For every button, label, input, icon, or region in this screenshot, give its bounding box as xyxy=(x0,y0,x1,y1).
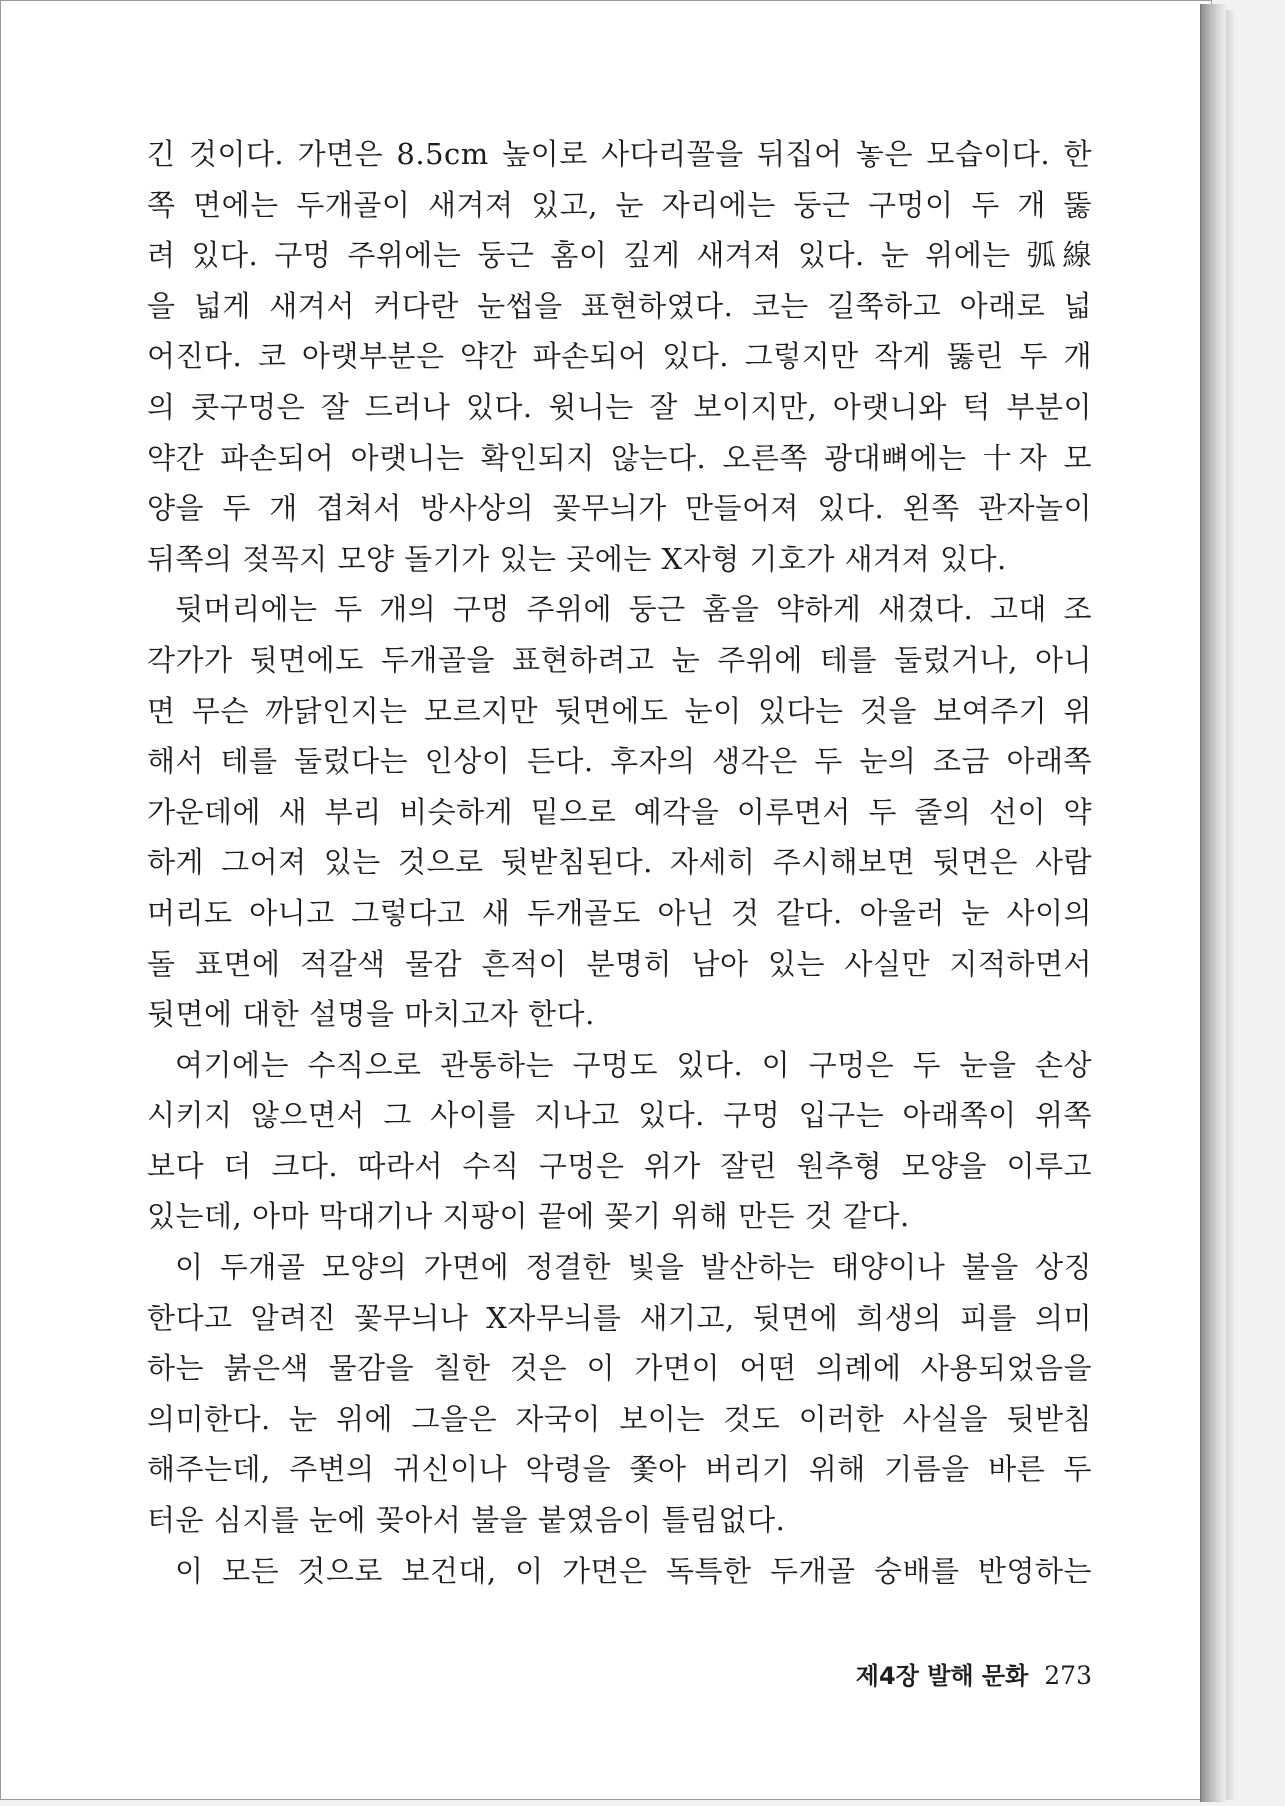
text-line: 양을 두 개 겹쳐서 방사상의 꽃무늬가 만들어져 있다. 왼쪽 관자놀이 xyxy=(147,491,1092,526)
text-line: 보다 더 크다. 따라서 수직 구멍은 위가 잘린 원추형 모양을 이루고 xyxy=(147,1148,1092,1183)
text-line: 을 넓게 새겨서 커다란 눈썹을 표현하였다. 코는 길쭉하고 아래로 넓 xyxy=(147,288,1092,323)
page-stack-edge xyxy=(1200,4,1227,1802)
page-shadow xyxy=(1226,10,1236,1800)
text-line: 돌 표면에 적갈색 물감 흔적이 분명히 남아 있는 사실만 지적하면서 xyxy=(147,946,1092,981)
text-line: 뒷머리에는 두 개의 구멍 주위에 둥근 홈을 약하게 새겼다. 고대 조 xyxy=(175,592,1092,627)
text-line: 이 모든 것으로 보건대, 이 가면은 독특한 두개골 숭배를 반영하는 xyxy=(175,1553,1092,1588)
body-text xyxy=(147,129,1092,1596)
text-line: 해주는데, 주변의 귀신이나 악령을 쫓아 버리기 위해 기름을 바른 두 xyxy=(147,1452,1092,1487)
text-line: 있는데, 아마 막대기나 지팡이 끝에 꽂기 위해 만든 것 같다. xyxy=(147,1199,910,1234)
text-line: 한다고 알려진 꽃무늬나 X자무늬를 새기고, 뒷면에 희생의 피를 의미 xyxy=(147,1300,1092,1335)
text-line: 뒷면에 대한 설명을 마치고자 한다. xyxy=(147,997,595,1032)
text-line: 머리도 아니고 그렇다고 새 두개골도 아닌 것 같다. 아울러 눈 사이의 xyxy=(147,895,1092,930)
text-line: 각가가 뒷면에도 두개골을 표현하려고 눈 주위에 테를 둘렀거나, 아니 xyxy=(147,642,1092,677)
text-line: 의미한다. 눈 위에 그을은 자국이 보이는 것도 이러한 사실을 뒷받침 xyxy=(147,1401,1092,1436)
text-line: 가운데에 새 부리 비슷하게 밑으로 예각을 이루면서 두 줄의 선이 약 xyxy=(147,794,1092,829)
text-line: 뒤쪽의 젖꼭지 모양 돌기가 있는 곳에는 X자형 기호가 새겨져 있다. xyxy=(147,541,1007,576)
text-line: 쪽 면에는 두개골이 새겨져 있고, 눈 자리에는 둥근 구멍이 두 개 뚫 xyxy=(147,187,1092,222)
page-footer xyxy=(821,1656,1092,1691)
text-line: 긴 것이다. 가면은 8.5cm 높이로 사다리꼴을 뒤집어 놓은 모습이다. 한 xyxy=(147,137,1092,171)
text-line: 시키지 않으면서 그 사이를 지나고 있다. 구멍 입구는 아래쪽이 위쪽 xyxy=(147,1098,1092,1133)
text-line: 하는 붉은색 물감을 칠한 것은 이 가면이 어떤 의례에 사용되었음을 xyxy=(147,1351,1092,1386)
text-line: 약간 파손되어 아랫니는 확인되지 않는다. 오른쪽 광대뼈에는 十자 모 xyxy=(147,440,1092,475)
text-line: 여기에는 수직으로 관통하는 구멍도 있다. 이 구멍은 두 눈을 손상 xyxy=(175,1047,1092,1082)
text-line: 해서 테를 둘렀다는 인상이 든다. 후자의 생각은 두 눈의 조금 아래쪽 xyxy=(147,744,1092,779)
page-number: 273 xyxy=(1044,1661,1092,1690)
text-line: 려 있다. 구멍 주위에는 둥근 홈이 깊게 새겨져 있다. 눈 위에는 弧線 xyxy=(147,238,1092,273)
text-line: 이 두개골 모양의 가면에 정결한 빛을 발산하는 태양이나 불을 상징 xyxy=(175,1250,1092,1285)
text-line: 의 콧구멍은 잘 드러나 있다. 윗니는 잘 보이지만, 아랫니와 턱 부분이 xyxy=(147,389,1092,424)
text-line: 어진다. 코 아랫부분은 약간 파손되어 있다. 그렇지만 작게 뚫린 두 개 xyxy=(147,339,1092,374)
text-line: 터운 심지를 눈에 꽂아서 불을 붙였음이 틀림없다. xyxy=(147,1503,786,1538)
text-line: 면 무슨 까닭인지는 모르지만 뒷면에도 눈이 있다는 것을 보여주기 위 xyxy=(147,693,1092,728)
chapter-title: 제4장 발해 문화 xyxy=(855,1662,1029,1690)
text-line: 하게 그어져 있는 것으로 뒷받침된다. 자세히 주시해보면 뒷면은 사람 xyxy=(147,845,1092,880)
